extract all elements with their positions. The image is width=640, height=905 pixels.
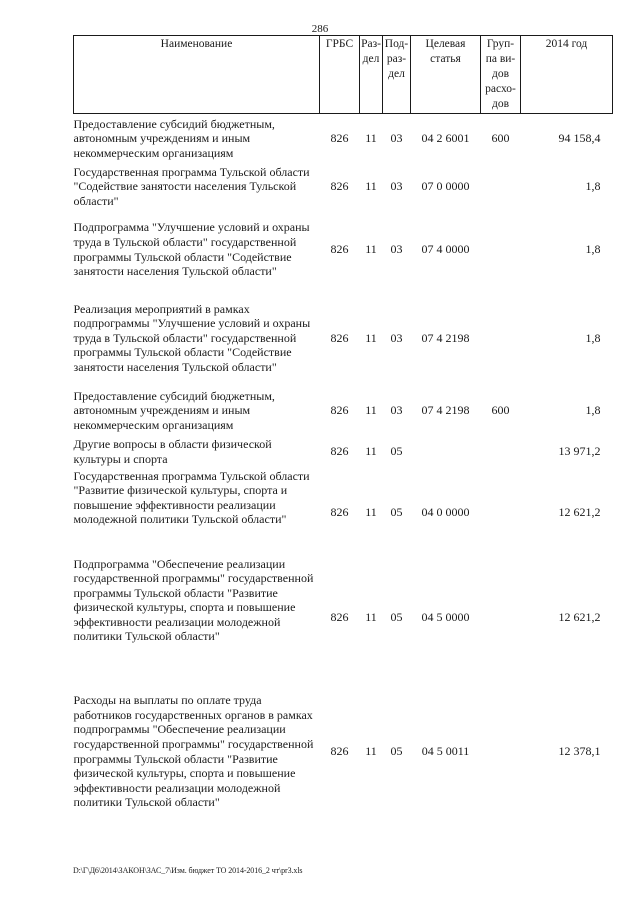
row-podrazdel: 05	[390, 505, 403, 520]
row-grbs: 826	[330, 330, 349, 345]
header-razdel: Раз- дел	[360, 36, 383, 114]
row-article: 07 4 2198	[421, 403, 470, 418]
row-group	[481, 435, 521, 469]
row-name: Другие вопросы в области физической культуры и спорта	[73, 436, 272, 466]
row-grbs: 826	[330, 242, 349, 257]
row-article: 07 4 2198	[421, 330, 470, 345]
header-target-article: Целевая статья	[411, 36, 481, 114]
row-group	[481, 290, 521, 387]
budget-table	[73, 35, 613, 825]
row-grbs: 826	[330, 131, 349, 146]
row-grbs: 826	[330, 744, 349, 759]
row-group: 600	[491, 403, 510, 418]
row-grbs: 826	[330, 610, 349, 625]
row-name: Подпрограмма "Улучшение условий и охраны труда в Тульской области" государственной программы Тульской области "Содействие занятости населения Тульской области"	[73, 220, 310, 279]
row-group	[481, 164, 521, 210]
row-article: 04 0 0000	[421, 505, 470, 520]
row-article: 04 5 0000	[421, 610, 470, 625]
row-razdel: 11	[365, 179, 377, 194]
row-podrazdel: 03	[390, 403, 403, 418]
row-article	[411, 435, 481, 469]
row-grbs: 826	[330, 444, 349, 459]
row-group: 600	[491, 131, 510, 146]
table-row	[74, 557, 613, 679]
row-amount: 94 158,4	[558, 131, 601, 146]
row-amount: 1,8	[585, 403, 601, 418]
table-row	[74, 435, 613, 469]
row-name: Предоставление субсидий бюджетным, автономным учреждениям и иным некоммерческим организациям	[73, 388, 275, 432]
row-podrazdel: 03	[390, 330, 403, 345]
row-amount: 13 971,2	[558, 444, 601, 459]
row-amount: 12 378,1	[558, 744, 601, 759]
header-grbs: ГРБС	[320, 36, 360, 114]
row-podrazdel: 03	[390, 131, 403, 146]
row-grbs: 826	[330, 179, 349, 194]
table-row	[74, 210, 613, 290]
file-path-footer: D:\Г\Д6\2014\ЗАКОН\ЗАС_7\Изм. бюджет ТО 2014-2016_2 чт\pr3.xls	[73, 866, 303, 875]
row-grbs: 826	[330, 403, 349, 418]
row-name: Подпрограмма "Обеспечение реализации государственной программы" государственной программы Тульской области "Развитие физической культуры, спорта и повышение эффективности реализации молодежной политики Тульской области"	[73, 556, 314, 644]
row-razdel: 11	[365, 131, 377, 146]
row-name: Предоставление субсидий бюджетным, автономным учреждениям и иным некоммерческим организациям	[73, 116, 275, 161]
row-amount: 1,8	[585, 330, 601, 345]
row-amount: 12 621,2	[558, 610, 601, 625]
header-podrazdel: Под- раз- дел	[383, 36, 411, 114]
row-grbs: 826	[330, 505, 349, 520]
row-name: Реализация мероприятий в рамках подпрограммы "Улучшение условий и охраны труда в Тульской области" государственной программы Тульской области "Содействие занятости населения Тульской области"	[73, 301, 311, 374]
row-amount: 1,8	[585, 242, 601, 257]
header-expense-group: Груп- па ви- дов расхо- дов	[481, 36, 521, 114]
table-row	[74, 469, 613, 557]
row-article: 04 5 0011	[421, 744, 470, 759]
row-group	[481, 469, 521, 557]
table-row	[74, 387, 613, 435]
row-group	[481, 679, 521, 825]
row-razdel: 11	[365, 330, 377, 345]
row-razdel: 11	[365, 444, 377, 459]
row-razdel: 11	[365, 610, 377, 625]
table-row	[74, 164, 613, 210]
row-article: 07 4 0000	[421, 242, 470, 257]
row-podrazdel: 05	[390, 610, 403, 625]
row-group	[481, 210, 521, 290]
row-name: Государственная программа Тульской области "Содействие занятости населения Тульской области"	[73, 164, 310, 208]
row-razdel: 11	[365, 744, 377, 759]
row-name: Государственная программа Тульской области "Развитие физической культуры, спорта и повышение эффективности реализации молодежной политики Тульской области"	[73, 468, 310, 527]
row-amount: 1,8	[585, 179, 601, 194]
row-podrazdel: 05	[390, 744, 403, 759]
header-year-2014: 2014 год	[521, 36, 613, 114]
row-group	[481, 557, 521, 679]
header-name: Наименование	[74, 36, 320, 114]
page-number: 286	[311, 23, 329, 35]
table-row	[74, 114, 613, 164]
row-podrazdel: 03	[390, 179, 403, 194]
header-row	[74, 36, 613, 114]
row-name: Расходы на выплаты по оплате труда работников государственных органов в рамках подпрограммы "Обеспечение реализации государственной программы" государственной программы Тульской области "Развитие физической культуры, спорта и повышение эффективности реализации молодежной политики Тульской области"	[73, 693, 314, 810]
row-razdel: 11	[365, 505, 377, 520]
row-podrazdel: 05	[390, 444, 403, 459]
row-amount: 12 621,2	[558, 505, 601, 520]
row-razdel: 11	[365, 403, 377, 418]
row-article: 07 0 0000	[421, 179, 470, 194]
row-article: 04 2 6001	[421, 131, 470, 146]
table-row	[74, 679, 613, 825]
row-razdel: 11	[365, 242, 377, 257]
table-row	[74, 290, 613, 387]
row-podrazdel: 03	[390, 242, 403, 257]
